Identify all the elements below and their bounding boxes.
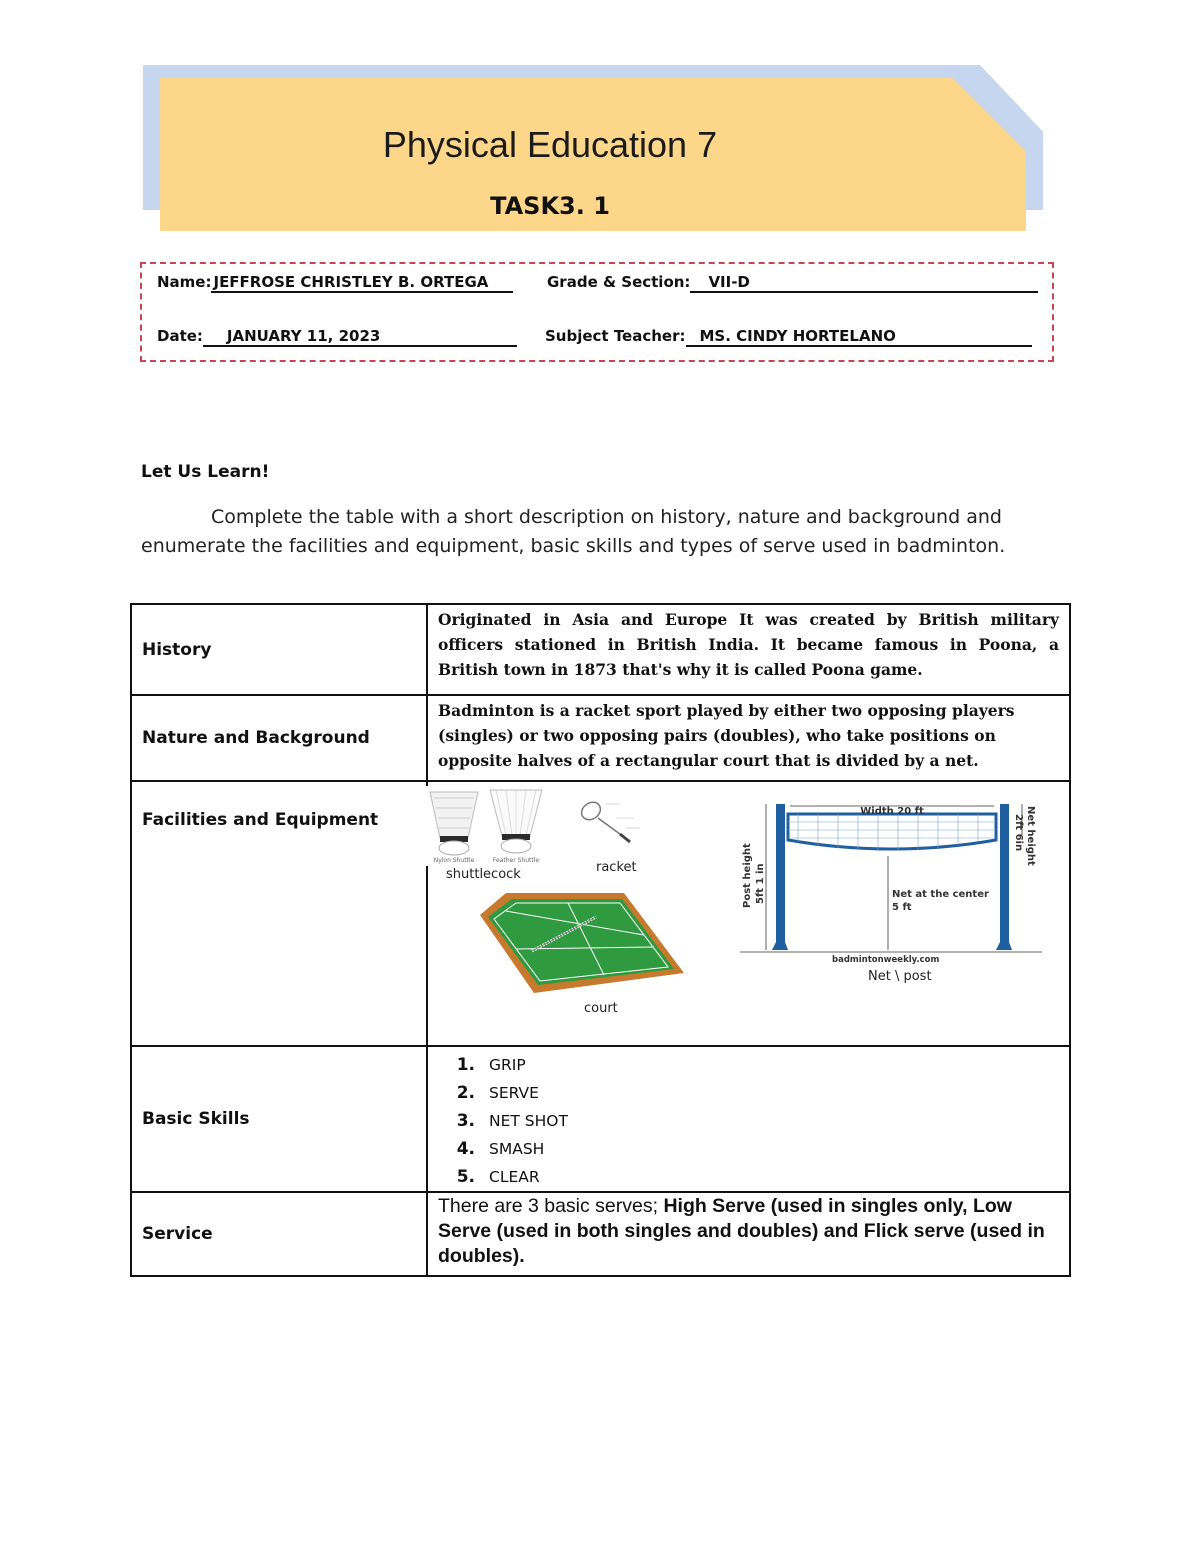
- svg-text:Net height: Net height: [1025, 806, 1036, 866]
- nature-label: Nature and Background: [131, 695, 427, 781]
- service-label: Service: [131, 1192, 427, 1276]
- teacher-field: [545, 327, 1032, 347]
- name-field: [157, 273, 513, 293]
- svg-text:5ft 1 in: 5ft 1 in: [755, 863, 766, 904]
- svg-text:2ft 6in: 2ft 6in: [1013, 814, 1024, 852]
- svg-text:Net at the center: Net at the center: [892, 889, 989, 900]
- name-label: Name:: [157, 273, 212, 291]
- shuttlecock-caption: shuttlecock: [446, 867, 521, 882]
- net-icon: [788, 814, 996, 851]
- list-item: 1. GRIP: [456, 1055, 526, 1075]
- skills-cell: [427, 1046, 1070, 1192]
- history-label: History: [131, 604, 427, 695]
- svg-text:Post height: Post height: [742, 843, 753, 908]
- net-caption: Net \ post: [868, 969, 932, 984]
- shuttlecock-image: [424, 786, 548, 866]
- service-types: High Serve (used in singles only, Low Serve (used in both singles and doubles) and Flick serve (used in doubles).: [438, 1195, 1045, 1267]
- list-item: 3. NET SHOT: [456, 1111, 568, 1131]
- instructions-paragraph: [141, 503, 1061, 561]
- list-item: 5. CLEAR: [456, 1167, 540, 1187]
- task-number: TASK3. 1: [490, 192, 610, 220]
- grade-value: VII-D: [690, 273, 1038, 293]
- svg-text:Nylon Shuttle: Nylon Shuttle: [433, 857, 475, 864]
- court-image: [476, 889, 688, 999]
- instructions-text: Complete the table with a short description on history, nature and background and enumerate the facilities and equipment, basic skills and types of serve used in badminton.: [141, 506, 1006, 557]
- student-info-box: [140, 262, 1054, 362]
- section-heading: Let Us Learn!: [141, 462, 270, 482]
- net-post-diagram: [738, 800, 1050, 966]
- page-title: Physical Education 7: [382, 124, 718, 165]
- court-caption: court: [584, 1001, 618, 1016]
- teacher-label: Subject Teacher:: [545, 327, 686, 345]
- date-value: JANUARY 11, 2023: [203, 327, 517, 347]
- svg-text:5 ft: 5 ft: [892, 902, 912, 913]
- svg-text:badmintonweekly.com: badmintonweekly.com: [832, 955, 940, 965]
- racket-image: [576, 798, 644, 848]
- svg-text:Feather Shuttle: Feather Shuttle: [492, 857, 540, 864]
- table-row-nature: [131, 695, 1070, 781]
- history-text: Originated in Asia and Europe It was created by British military officers stationed in British India. It became famous in Poona, a British town in 1873 that's why it is called Poona game.: [427, 604, 1070, 695]
- service-text: [427, 1192, 1070, 1276]
- date-label: Date:: [157, 327, 203, 345]
- nature-text: Badminton is a racket sport played by either two opposing players (singles) or two opposing pairs (doubles), who take positions on opposite halves of a rectangular court that is divided by a net.: [427, 695, 1070, 781]
- skills-list: [428, 1051, 1069, 1191]
- service-intro: There are 3 basic serves;: [438, 1195, 659, 1217]
- table-row-skills: [131, 1046, 1070, 1192]
- grade-field: [547, 273, 1038, 293]
- grade-label: Grade & Section:: [547, 273, 691, 291]
- svg-text:Width 20 ft: Width 20 ft: [860, 806, 924, 817]
- name-value: JEFFROSE CHRISTLEY B. ORTEGA: [211, 273, 513, 293]
- racket-caption: racket: [596, 860, 637, 875]
- date-field: [157, 327, 517, 347]
- facilities-label: Facilities and Equipment: [131, 781, 427, 1046]
- table-row-service: [131, 1192, 1070, 1276]
- skills-label: Basic Skills: [131, 1046, 427, 1192]
- list-item: 2. SERVE: [456, 1083, 539, 1103]
- teacher-value: MS. CINDY HORTELANO: [686, 327, 1032, 347]
- table-row-history: [131, 604, 1070, 695]
- list-item: 4. SMASH: [456, 1139, 545, 1159]
